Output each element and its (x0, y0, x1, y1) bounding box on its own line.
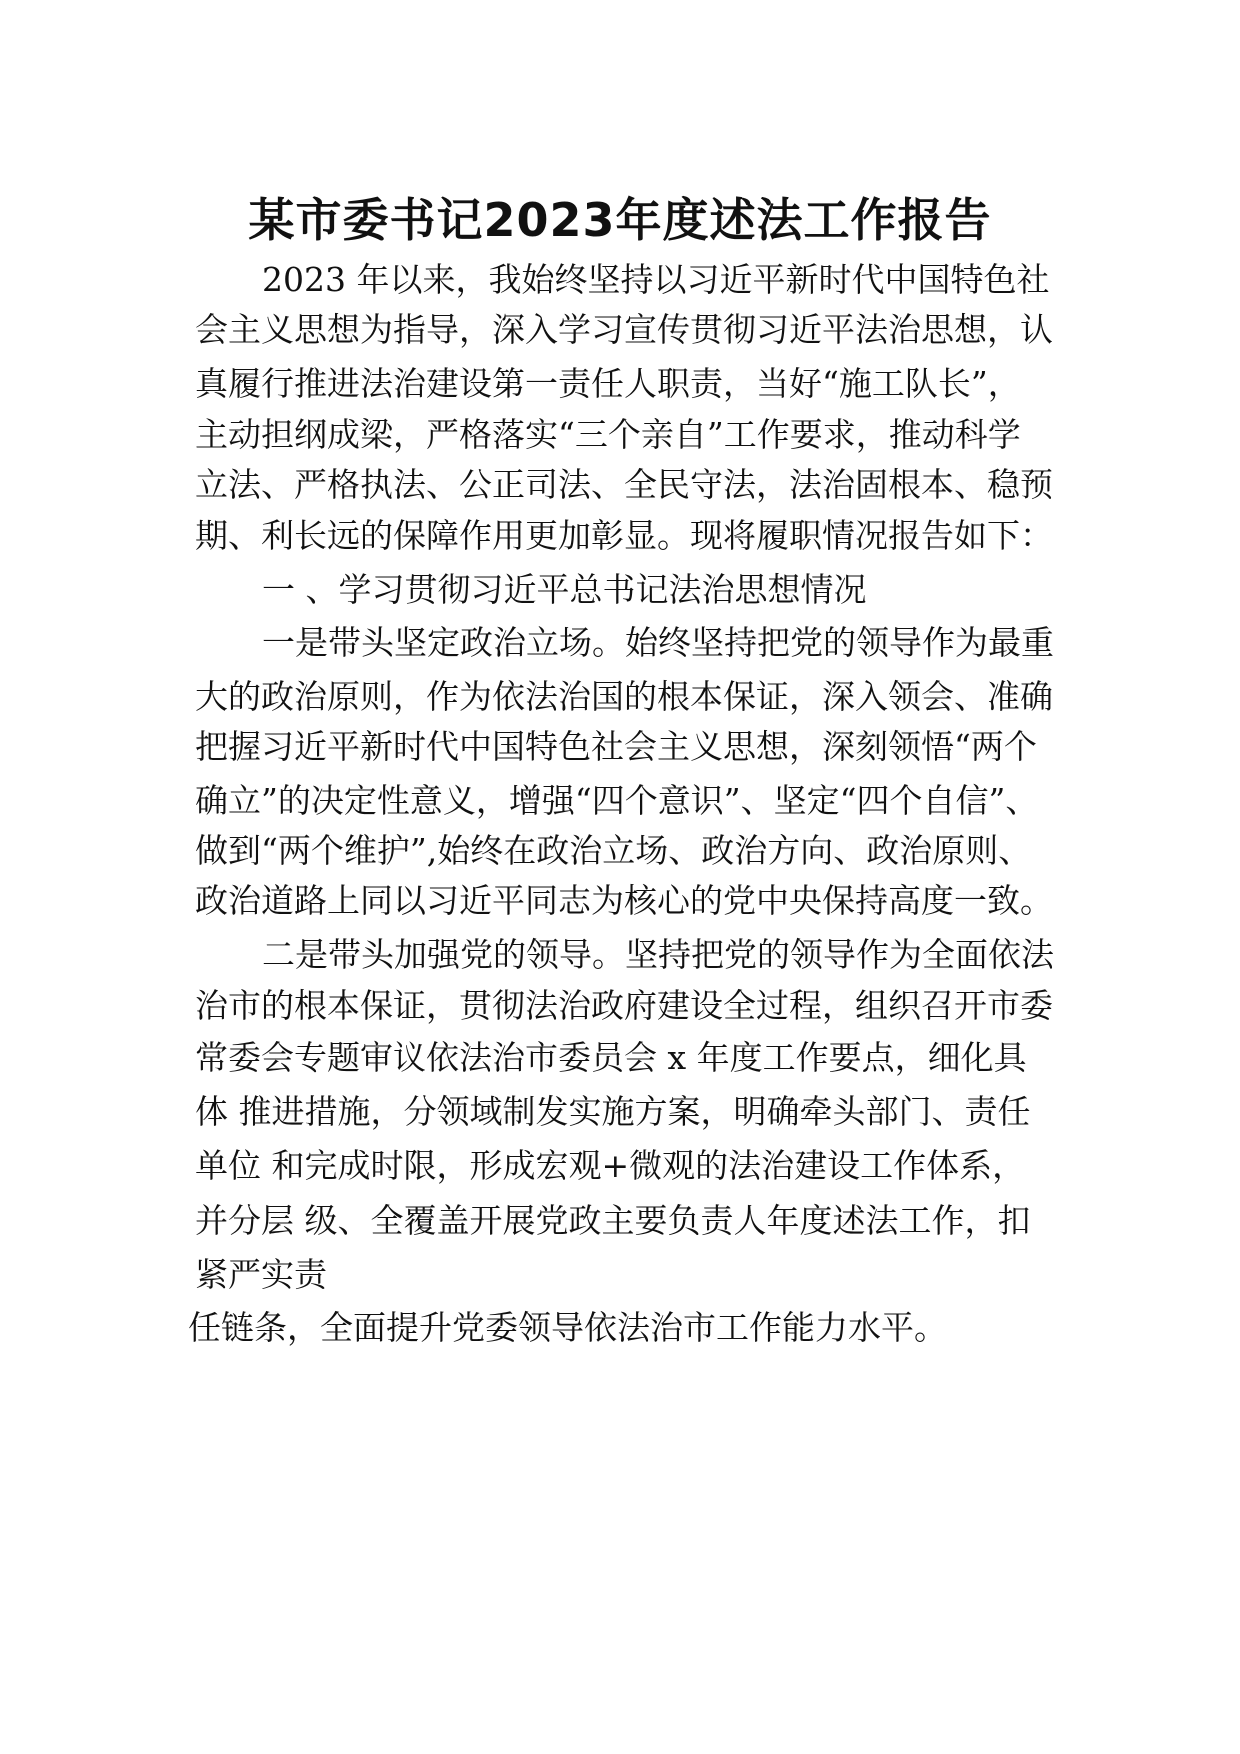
paragraph-line: 确立”的决定性意义，增强“四个意识”、坚定“四个自信”、 (195, 781, 1039, 820)
paragraph-line: 紧严实责 (195, 1255, 327, 1294)
paragraph-line: 期、利长远的保障作用更加彰显。现将履职情况报告如下： (195, 516, 1053, 555)
paragraph-line: 治市的根本保证，贯彻法治政府建设全过程，组织召开市委 (195, 986, 1053, 1025)
paragraph-line: 真履行推进法治建设第一责任人职责，当好“施工队长”， (195, 364, 1021, 403)
paragraph-line: 2023 年以来，我始终坚持以习近平新时代中国特色社 (262, 260, 1050, 299)
paragraph-line: 体 推进措施，分领域制发实施方案，明确牵头部门、责任 (195, 1092, 1031, 1131)
section-heading: 一 、学习贯彻习近平总书记法治思想情况 (262, 570, 867, 609)
paragraph-line: 主动担纲成梁，严格落实“三个亲自”工作要求，推动科学 (195, 415, 1021, 454)
paragraph-line: 政治道路上同以习近平同志为核心的党中央保持高度一致。 (195, 881, 1053, 920)
paragraph-line: 把握习近平新时代中国特色社会主义思想，深刻领悟“两个 (195, 727, 1037, 766)
paragraph-line: 一是带头坚定政治立场。始终坚持把党的领导作为最重 (262, 623, 1054, 662)
document-title: 某市委书记2023年度述法工作报告 (248, 193, 992, 247)
paragraph-line: 二是带头加强党的领导。坚持把党的领导作为全面依法 (262, 935, 1054, 974)
paragraph-line: 单位 和完成时限，形成宏观+微观的法治建设工作体系， (195, 1146, 1026, 1185)
paragraph-line: 并分层 级、全覆盖开展党政主要负责人年度述法工作，扣 (195, 1201, 1031, 1240)
paragraph-line: 会主义思想为指导，深入学习宣传贯彻习近平法治思想，认 (195, 310, 1053, 349)
paragraph-line: 常委会专题审议依法治市委员会 x 年度工作要点，细化具 (195, 1038, 1027, 1077)
paragraph-line: 立法、严格执法、公正司法、全民守法，法治固根本、稳预 (195, 465, 1053, 504)
paragraph-line: 任链条，全面提升党委领导依法治市工作能力水平。 (188, 1308, 947, 1347)
paragraph-line: 做到“两个维护”,始终在政治立场、政治方向、政治原则、 (195, 831, 1032, 870)
paragraph-line: 大的政治原则，作为依法治国的根本保证，深入领会、准确 (195, 677, 1053, 716)
